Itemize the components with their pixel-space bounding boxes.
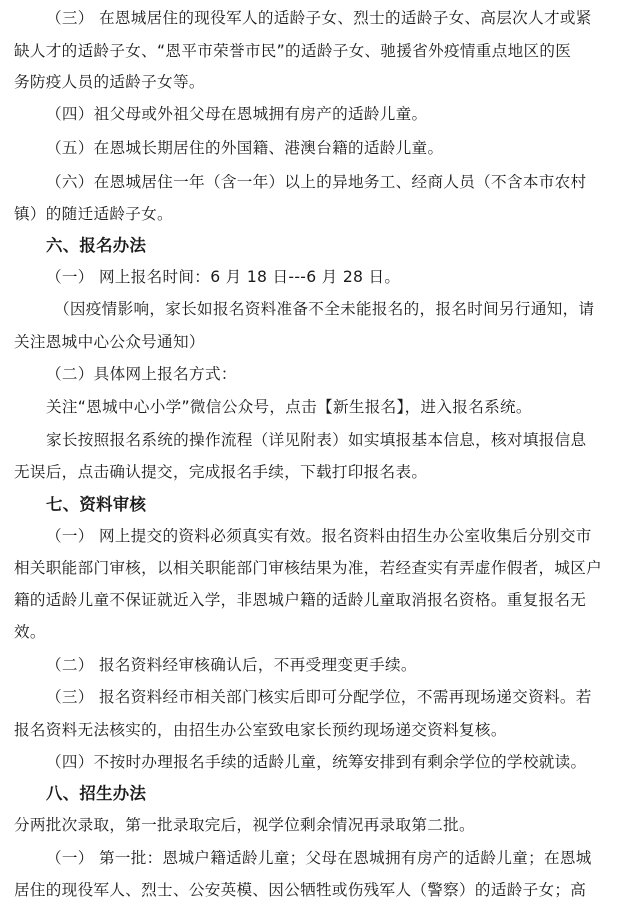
section-heading: 七、资料审核	[46, 495, 147, 514]
paragraph-line: 居住的现役军人、烈士、公安英模、因公牺牲或伤残军人（警察）的适龄子女；高	[14, 881, 587, 899]
paragraph-line: （二）具体网上报名方式：	[46, 365, 237, 383]
paragraph-line: 关注恩城中心公众号通知）	[14, 333, 205, 351]
paragraph-line: （二） 报名资料经审核确认后，不再受理变更手续。	[46, 656, 417, 674]
section-heading: 八、招生办法	[46, 784, 147, 803]
paragraph-line: 相关职能部门审核，以相关职能部门审核结果为准，若经查实有弄虚作假者，城区户	[14, 559, 603, 577]
section-heading: 六、报名办法	[46, 236, 147, 255]
paragraph-line: （一） 网上提交的资料必须真实有效。报名资料由招生办公室收集后分别交市	[46, 527, 592, 545]
paragraph-line: 关注“恩城中心小学”微信公众号，点击【新生报名】，进入报名系统。	[46, 398, 532, 416]
paragraph-line: （四）祖父母或外祖父母在恩城拥有房产的适龄儿童。	[46, 105, 428, 123]
paragraph-line: 分两批次录取，第一批录取完后，视学位剩余情况再录取第二批。	[14, 816, 475, 834]
paragraph-line: 报名资料无法核实的，由招生办公室致电家长预约现场递交资料复核。	[14, 721, 507, 739]
paragraph-line: （一） 网上报名时间：6 月 18 日---6 月 28 日。	[46, 268, 401, 286]
paragraph-line: （一） 第一批：恩城户籍适龄儿童；父母在恩城拥有房产的适龄儿童；在恩城	[46, 849, 592, 867]
paragraph-line: （三） 报名资料经市相关部门核实后即可分配学位，不需再现场递交资料。若	[46, 688, 592, 706]
paragraph-line: （四）不按时办理报名手续的适龄儿童，统筹安排到有剩余学位的学校就读。	[46, 753, 587, 771]
paragraph-line: （五）在恩城长期居住的外国籍、港澳台籍的适龄儿童。	[46, 139, 444, 157]
paragraph-line: 籍的适龄儿童不保证就近入学，非恩城户籍的适龄儿童取消报名资格。重复报名无	[14, 591, 587, 609]
paragraph-line: 缺人才的适龄子女、“恩平市荣誉市民”的适龄子女、驰援省外疫情重点地区的医	[14, 42, 572, 60]
paragraph-line: 家长按照报名系统的操作流程（详见附表）如实填报基本信息，核对填报信息	[46, 431, 587, 449]
paragraph-line: 镇）的随迁适龄子女。	[14, 205, 173, 223]
paragraph-line: 无误后，点击确认提交，完成报名手续，下载打印报名表。	[14, 463, 428, 481]
paragraph-line: （三） 在恩城居住的现役军人的适龄子女、烈士的适龄子女、高层次人才或紧	[46, 9, 592, 27]
paragraph-line: 务防疫人员的适龄子女等。	[14, 73, 205, 91]
paragraph-line: 效。	[14, 623, 46, 641]
paragraph-line: （六）在恩城居住一年（含一年）以上的异地务工、经商人员（不含本市农村	[46, 173, 587, 191]
paragraph-line: （因疫情影响，家长如报名资料准备不全未能报名的，报名时间另行通知，请	[54, 300, 595, 318]
